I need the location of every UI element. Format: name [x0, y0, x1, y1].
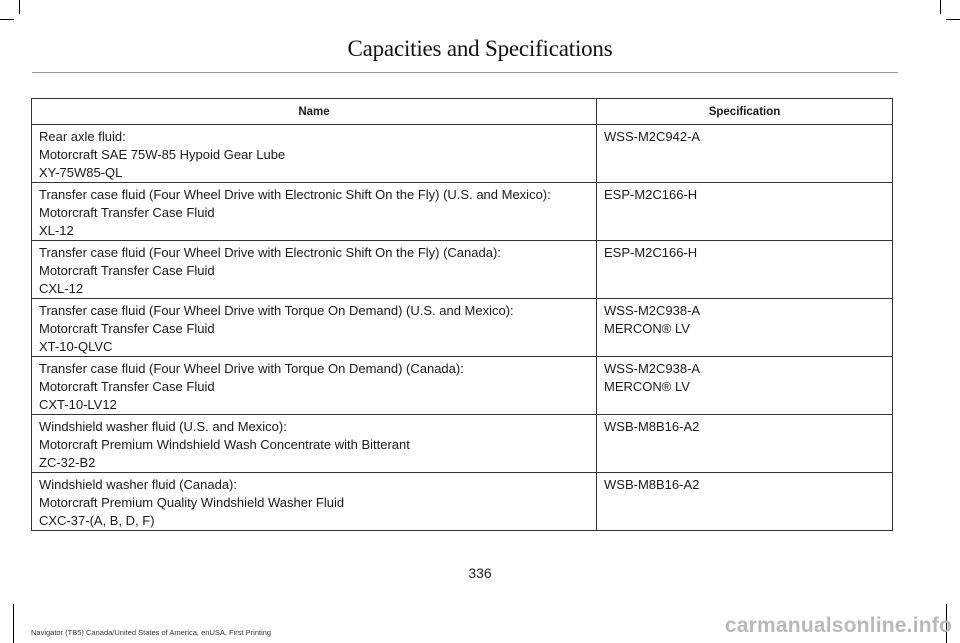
- cell-name-line: Transfer case fluid (Four Wheel Drive with Torque On Demand) (U.S. and Mexico):: [39, 303, 514, 318]
- cell-specification: [597, 183, 893, 241]
- cell-spec-line: WSB-M8B16-A2: [604, 419, 700, 434]
- cell-name: [32, 299, 597, 357]
- cell-name-line: CXL-12: [39, 281, 84, 296]
- crop-mark-top-left-h: [0, 19, 14, 20]
- cell-spec-line: WSB-M8B16-A2: [604, 477, 700, 492]
- cell-name-line: CXC-37-(A, B, D, F): [39, 513, 155, 528]
- cell-spec-line: MERCON® LV: [604, 321, 690, 336]
- cell-spec-line: ESP-M2C166-H: [604, 245, 698, 260]
- cell-name-line: Windshield washer fluid (Canada):: [39, 477, 237, 492]
- cell-spec-line: MERCON® LV: [604, 379, 690, 394]
- cell-spec-line: WSS-M2C938-A: [604, 361, 701, 376]
- cell-name-line: Motorcraft Transfer Case Fluid: [39, 379, 215, 394]
- cell-name: [32, 473, 597, 531]
- cell-name-line: Motorcraft Premium Windshield Wash Concentrate with Bitterant: [39, 437, 410, 452]
- cell-name-line: XT-10-QLVC: [39, 339, 113, 354]
- table-row: [32, 241, 893, 299]
- specifications-table: [31, 98, 893, 531]
- cell-name-line: Motorcraft Premium Quality Windshield Washer Fluid: [39, 495, 345, 510]
- table-row: [32, 299, 893, 357]
- cell-name: [32, 241, 597, 299]
- cell-name-line: Transfer case fluid (Four Wheel Drive with Electronic Shift On the Fly) (U.S. and Mexico):: [39, 187, 551, 202]
- cell-name-line: Motorcraft SAE 75W-85 Hypoid Gear Lube: [39, 147, 286, 162]
- cell-name-line: CXT-10-LV12: [39, 397, 117, 412]
- cell-name-line: Motorcraft Transfer Case Fluid: [39, 321, 215, 336]
- cell-specification: [597, 299, 893, 357]
- table-body: [32, 125, 893, 531]
- cell-specification: [597, 125, 893, 183]
- cell-spec-line: ESP-M2C166-H: [604, 187, 698, 202]
- title-divider: [32, 72, 898, 73]
- cell-specification: [597, 473, 893, 531]
- table-row: [32, 183, 893, 241]
- cell-name-line: Motorcraft Transfer Case Fluid: [39, 263, 215, 278]
- cell-name-line: ZC-32-B2: [39, 455, 96, 470]
- table-header-row: [32, 99, 893, 125]
- cell-specification: [597, 415, 893, 473]
- cell-name-line: XY-75W85-QL: [39, 165, 123, 180]
- cell-name: [32, 357, 597, 415]
- cell-name: [32, 183, 597, 241]
- table-row: [32, 415, 893, 473]
- cell-name-line: Rear axle fluid:: [39, 129, 126, 144]
- cell-name-line: Transfer case fluid (Four Wheel Drive with Torque On Demand) (Canada):: [39, 361, 464, 376]
- header-name: Name: [32, 99, 597, 125]
- cell-name: [32, 125, 597, 183]
- cell-specification: [597, 357, 893, 415]
- cell-name-line: Motorcraft Transfer Case Fluid: [39, 205, 215, 220]
- crop-mark-bottom-left-v: [13, 604, 14, 643]
- cell-specification: [597, 241, 893, 299]
- cell-spec-line: WSS-M2C942-A: [604, 129, 701, 144]
- cell-name-line: XL-12: [39, 223, 74, 238]
- cell-name: [32, 415, 597, 473]
- crop-mark-top-right-v: [940, 0, 941, 14]
- table-row: [32, 357, 893, 415]
- header-specification: Specification: [597, 99, 893, 125]
- cell-name-line: Transfer case fluid (Four Wheel Drive with Electronic Shift On the Fly) (Canada):: [39, 245, 501, 260]
- footer-text: Navigator (TB5) Canada/United States of America, enUSA, First Printing: [31, 628, 272, 637]
- page-number: 336: [468, 565, 492, 581]
- table-row: [32, 473, 893, 531]
- watermark: carmanualsonline.info: [724, 614, 952, 637]
- cell-name-line: Windshield washer fluid (U.S. and Mexico):: [39, 419, 287, 434]
- page-title: Capacities and Specifications: [347, 36, 613, 61]
- crop-mark-top-right-h: [946, 19, 960, 20]
- table-row: [32, 125, 893, 183]
- cell-spec-line: WSS-M2C938-A: [604, 303, 701, 318]
- crop-mark-top-left-v: [19, 0, 20, 14]
